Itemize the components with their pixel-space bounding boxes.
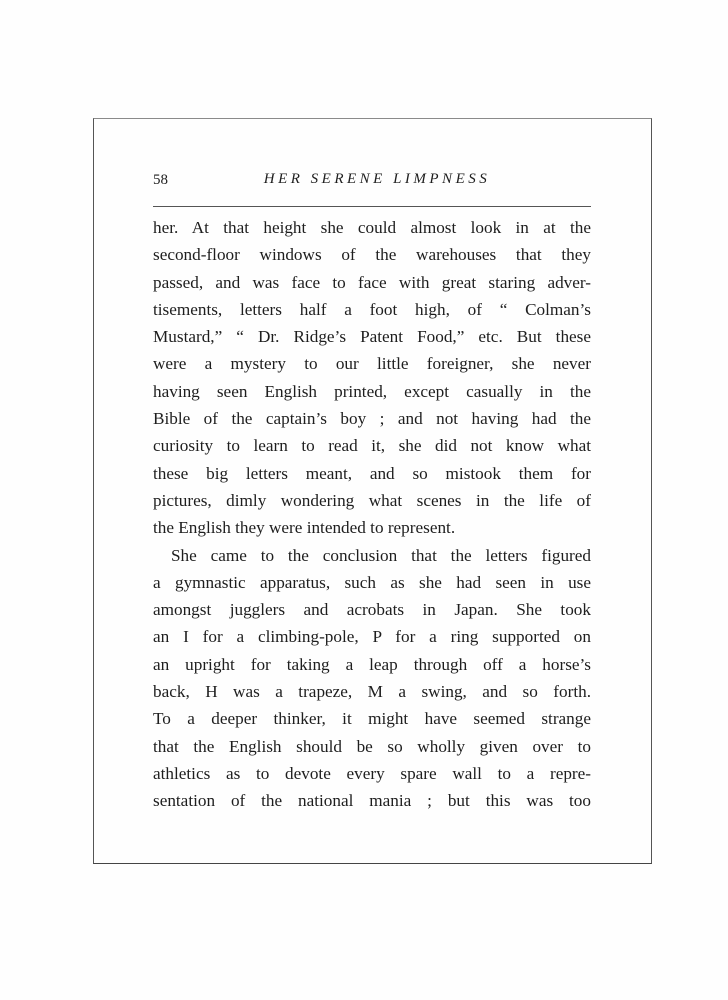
text-line: Bible of the captain’s boy ; and not having had the: [153, 409, 591, 429]
text-line: curiosity to learn to read it, she did not know what: [153, 436, 591, 456]
page-number: 58: [153, 172, 168, 188]
text-line: tisements, letters half a foot high, of “ Colman’s: [153, 299, 591, 319]
text-line: To a deeper thinker, it might have seemed strange: [153, 709, 591, 729]
paragraph-end-line: the English they were intended to represent.: [153, 518, 456, 538]
running-title: HER SERENE LIMPNESS: [263, 171, 491, 187]
paragraph-start-line: She came to the conclusion that the letters figured: [171, 545, 591, 565]
body-text: [153, 214, 591, 815]
text-line: athletics as to devote every spare wall to a repre-: [153, 763, 591, 783]
text-line: her. At that height she could almost look in at the: [153, 218, 591, 237]
text-line: pictures, dimly wondering what scenes in the life of: [153, 490, 591, 510]
text-line: amongst jugglers and acrobats in Japan. She took: [153, 600, 591, 620]
text-line: an upright for taking a leap through off a horse’s: [153, 654, 591, 674]
text-line: were a mystery to our little foreigner, she never: [153, 354, 591, 374]
text-line: Mustard,” “ Dr. Ridge’s Patent Food,” etc. But these: [153, 327, 591, 347]
text-line: an I for a climbing-pole, P for a ring supported on: [153, 627, 591, 647]
text-line: a gymnastic apparatus, such as she had seen in use: [153, 572, 591, 592]
header-rule: [153, 206, 591, 207]
text-line: back, H was a trapeze, M a swing, and so forth.: [153, 682, 591, 702]
text-line: second-floor windows of the warehouses that they: [153, 245, 591, 265]
text-line: that the English should be so wholly given over to: [153, 736, 591, 756]
text-line: passed, and was face to face with great staring adver-: [153, 272, 591, 292]
text-line: sentation of the national mania ; but this was too: [153, 791, 591, 811]
text-line: these big letters meant, and so mistook them for: [153, 463, 591, 483]
text-line: having seen English printed, except casually in the: [153, 381, 591, 401]
